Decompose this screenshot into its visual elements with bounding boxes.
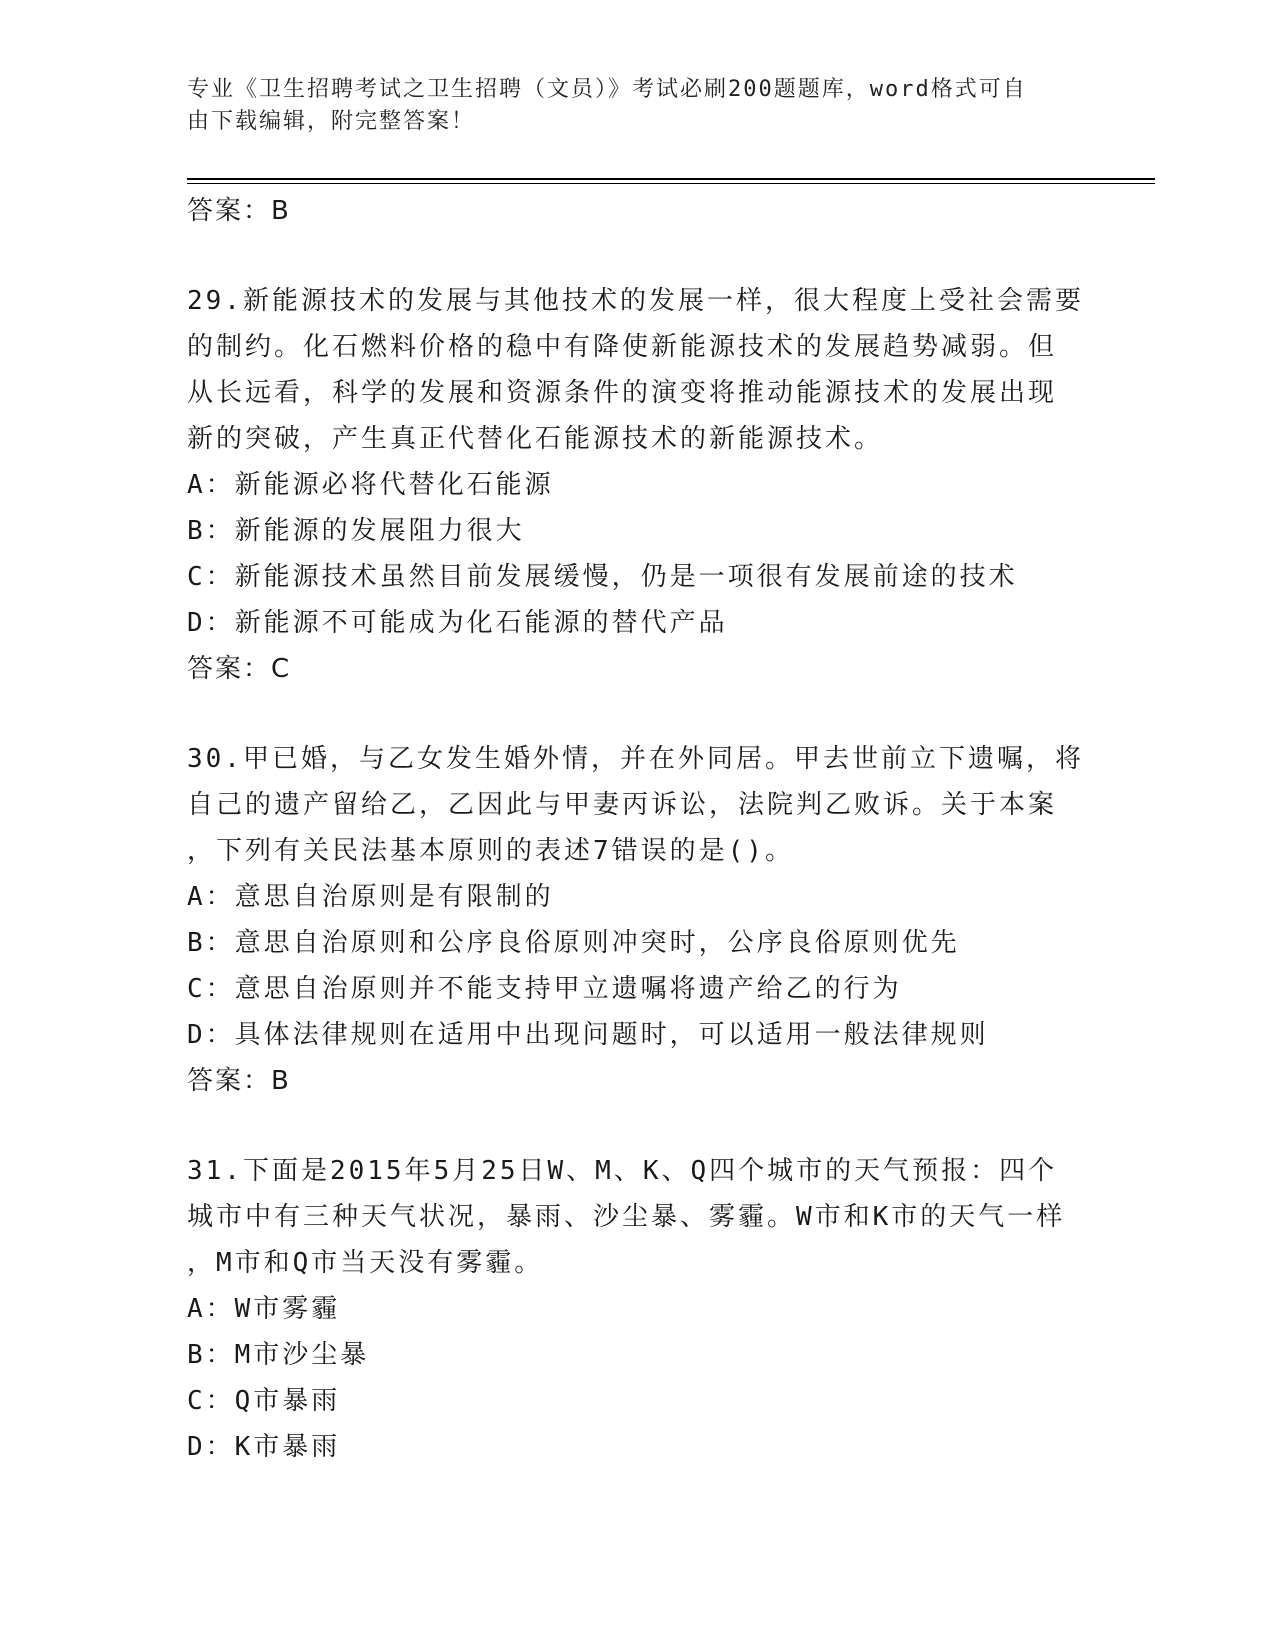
question-30	[187, 736, 1087, 1104]
spacer	[187, 692, 1087, 736]
document-header	[187, 74, 1067, 138]
question-text-line: 29.新能源技术的发展与其他技术的发展一样，很大程度上受社会需要	[187, 286, 1084, 316]
question-text-line: 自己的遗产留给乙，乙因此与甲妻丙诉讼，法院判乙败诉。关于本案	[187, 790, 1058, 820]
answer-previous: 答案：B	[187, 196, 291, 226]
question-text-line: 31.下面是2015年5月25日W、M、K、Q四个城市的天气预报：四个	[187, 1156, 1058, 1186]
header-line-2: 由下载编辑，附完整答案！	[187, 109, 476, 134]
answer: 答案：C	[187, 654, 292, 684]
option-c: C：意思自治原则并不能支持甲立遗嘱将遗产给乙的行为	[187, 974, 902, 1004]
question-text-line: 新的突破，产生真正代替化石能源技术的新能源技术。	[187, 424, 884, 454]
option-a: A：新能源必将代替化石能源	[187, 470, 554, 500]
header-divider-thick	[187, 178, 1155, 180]
option-c: C：Q市暴雨	[187, 1386, 341, 1416]
question-text-line: ，下列有关民法基本原则的表述7错误的是()。	[187, 836, 794, 866]
option-c: C：新能源技术虽然目前发展缓慢，仍是一项很有发展前途的技术	[187, 562, 1018, 592]
answer: 答案：B	[187, 1066, 291, 1096]
question-text-line: 的制约。化石燃料价格的稳中有降使新能源技术的发展趋势减弱。但	[187, 332, 1058, 362]
option-b: B：M市沙尘暴	[187, 1340, 370, 1370]
question-text-line: 从长远看，科学的发展和资源条件的演变将推动能源技术的发展出现	[187, 378, 1058, 408]
option-a: A：意思自治原则是有限制的	[187, 882, 554, 912]
option-b: B：意思自治原则和公序良俗原则冲突时，公序良俗原则优先	[187, 928, 960, 958]
question-31	[187, 1148, 1087, 1470]
question-text-line: ，M市和Q市当天没有雾霾。	[187, 1248, 544, 1278]
question-29	[187, 278, 1087, 692]
document-body	[187, 188, 1087, 1470]
option-a: A：W市雾霾	[187, 1294, 341, 1324]
spacer	[187, 234, 1087, 278]
option-b: B：新能源的发展阻力很大	[187, 516, 525, 546]
header-divider-thin	[187, 183, 1155, 184]
header-line-1: 专业《卫生招聘考试之卫生招聘（文员）》考试必刷200题题库，word格式可自	[187, 77, 1027, 102]
question-text-line: 30.甲已婚，与乙女发生婚外情，并在外同居。甲去世前立下遗嘱，将	[187, 744, 1084, 774]
option-d: D：K市暴雨	[187, 1432, 341, 1462]
option-d: D：具体法律规则在适用中出现问题时，可以适用一般法律规则	[187, 1020, 989, 1050]
question-text-line: 城市中有三种天气状况，暴雨、沙尘暴、雾霾。W市和K市的天气一样	[187, 1202, 1066, 1232]
spacer	[187, 1104, 1087, 1148]
option-d: D：新能源不可能成为化石能源的替代产品	[187, 608, 728, 638]
